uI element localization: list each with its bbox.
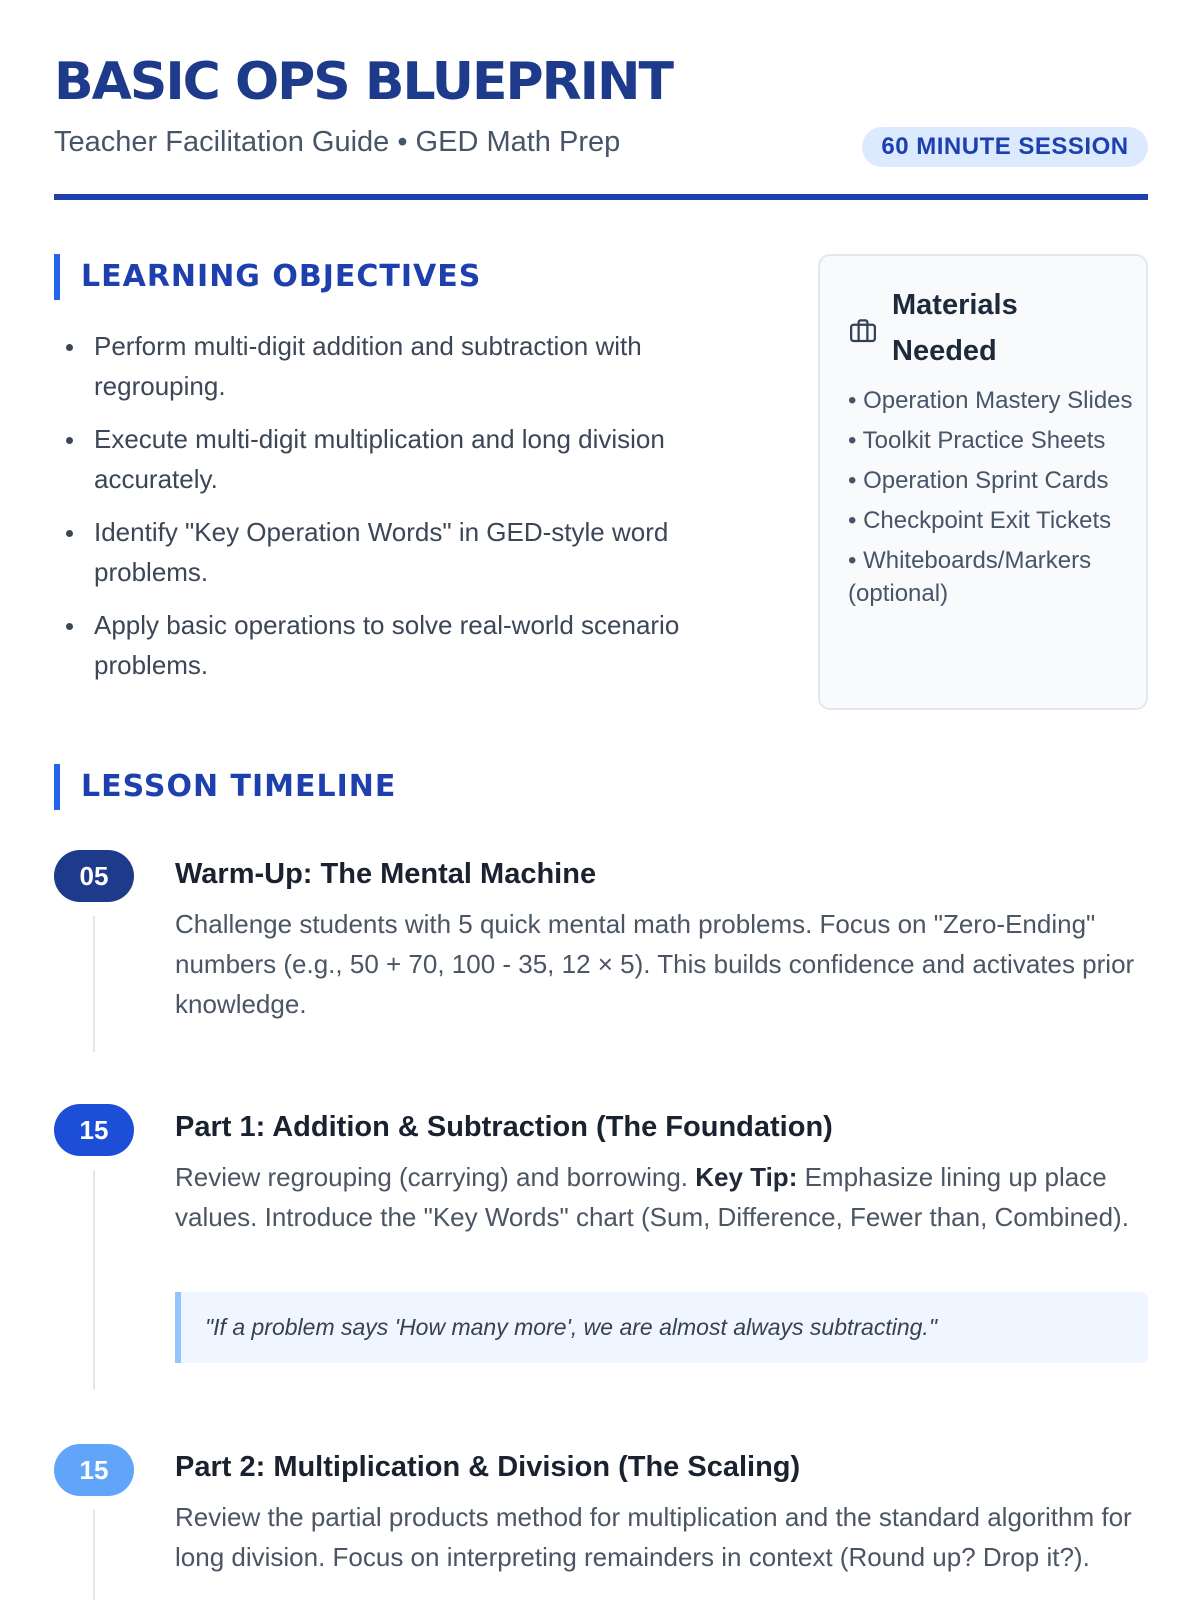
timeline-step-description — [175, 1157, 1150, 1237]
page-subtitle: Teacher Facilitation Guide • GED Math Prep — [54, 126, 621, 158]
timeline-minutes-badge: 05 — [54, 850, 134, 902]
briefcase-icon — [848, 316, 878, 346]
timeline-step-title: Part 1: Addition & Subtraction (The Foundation) — [175, 1111, 833, 1143]
key-tip-label: Key Tip: — [695, 1162, 798, 1192]
timeline-connector — [93, 916, 95, 1052]
description-text: Review regrouping (carrying) and borrowing. — [175, 1162, 696, 1192]
timeline-step-title: Part 2: Multiplication & Division (The Scaling) — [175, 1451, 801, 1483]
materials-title: Materials Needed — [892, 289, 1018, 367]
materials-card — [818, 254, 1148, 710]
materials-list — [848, 384, 1138, 617]
material-item: • Operation Mastery Slides — [848, 387, 1133, 414]
timeline-step-title: Warm-Up: The Mental Machine — [175, 858, 597, 890]
timeline-minutes-badge: 15 — [54, 1444, 134, 1496]
objective-item: Perform multi-digit addition and subtraction with regrouping. — [54, 326, 774, 406]
timeline-step-description: Challenge students with 5 quick mental math problems. Focus on "Zero-Ending" numbers (e.g., 50 + 70, 100 - 35, 12 × 5). This builds confidence and activates prior knowledge. — [175, 909, 1135, 1019]
objectives-list — [54, 326, 774, 698]
description-text: Emphasize lining up place values. Introduce the "Key Words" chart (Sum, Difference, Fewer than, Combined). — [175, 1162, 1129, 1232]
timeline-connector — [93, 1510, 95, 1600]
header-divider — [54, 194, 1148, 200]
material-item: • Whiteboards/Markers (optional) — [848, 547, 1092, 607]
material-item: • Toolkit Practice Sheets — [848, 427, 1106, 454]
timeline-heading: LESSON TIMELINE — [54, 764, 396, 810]
session-duration-badge: 60 MINUTE SESSION — [862, 127, 1148, 167]
timeline-connector — [93, 1170, 95, 1390]
objective-item: Identify "Key Operation Words" in GED-style word problems. — [54, 512, 774, 592]
material-item: • Checkpoint Exit Tickets — [848, 507, 1112, 534]
material-item: • Operation Sprint Cards — [848, 467, 1109, 494]
objective-item: Apply basic operations to solve real-world scenario problems. — [54, 605, 774, 685]
timeline-step-description: Review the partial products method for multiplication and the standard algorithm for long division. Focus on interpreting remainders in context (Round up? Drop it?). — [175, 1502, 1132, 1572]
objective-item: Execute multi-digit multiplication and long division accurately. — [54, 419, 774, 499]
timeline-minutes-badge: 15 — [54, 1104, 134, 1156]
page-title: BASIC OPS BLUEPRINT — [54, 52, 672, 112]
objectives-heading: LEARNING OBJECTIVES — [54, 254, 481, 300]
teacher-quote-callout: "If a problem says 'How many more', we are almost always subtracting." — [175, 1292, 1148, 1363]
